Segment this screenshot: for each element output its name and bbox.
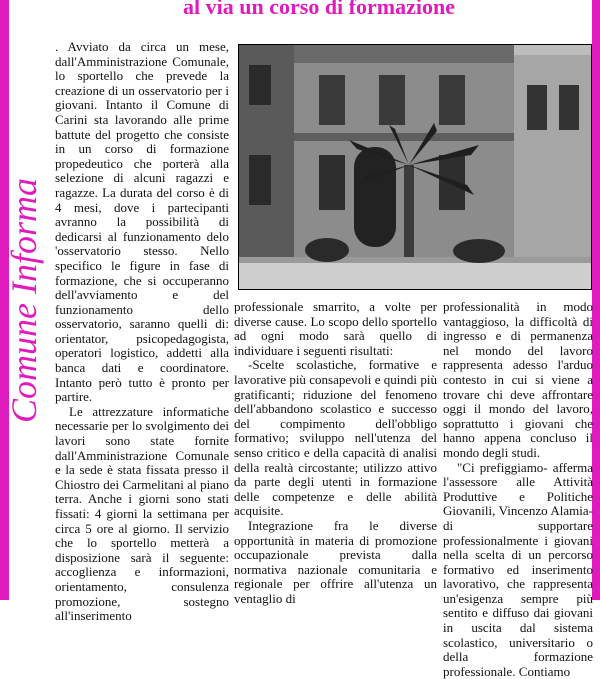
col1-para-2: Le attrezzature informatiche necessarie per lo svolgimento dei lavori sono state fornite dall'Amministrazione Comunale e la sede è stata fissata presso il Chiostro dei Carmelitani al piano terra. Anche i giorni sono stati fissati: 4 giorni la settimana per circa 5 ore al giorno. Il servizio che lo sportello metterà a disposizione sarà il seguente: accoglienza e informazioni, orientamento, consulenza promozione, sostegno all'inserimento — [55, 403, 229, 624]
article-column-1 — [55, 40, 229, 624]
headline: al via un corso di formazione — [183, 0, 455, 19]
col1-para-1: . Avviato da circa un mese, dall'Amministrazione Comunale, lo sportello che prevede la creazione di un osservatorio per i giovani. Intanto il Comune di Carini sta lavorando alle prime battute del progetto che consiste in un corso di formazione propedeutico che porterà alla selezione di alcuni ragazzi e ragazze. La durata del corso è di 4 mesi, dove i partecipanti avranno la possibilità di dedicarsi al funzionamento delo 'osservatorio stesso. Nello specifico le figure in fase di formazione, che si occuperanno dell'avviamento e del funzionamento dello osservatorio, saranno quelli di: orientator, psicopedagogista, operatori logistico, addetti alla banca dati e coordinatore. Intanto però tutto è pronto per partire. — [55, 39, 229, 405]
col2-para-2: -Scelte scolastiche, formative e lavorative più consapevoli e quindi più gratificanti; riduzione del fenomeno dell'abbandono scolastico e successo del compimento dell'obbligo formativo; sviluppo nell'utenza del senso critico e della capacità di analisi della realtà circostante; utilizzo attivo da parte degli utenti in formazione delle competenze e delle abilità acquisite. — [234, 357, 437, 519]
col3-para-1: professionalità in modo vantaggioso, la difficoltà di ingresso e di permanenza nel mondo del lavoro rappresenta adesso l'arduo contesto in cui si viene a trovare chi deve affrontare oggi il mondo del lavoro, soprattutto i giovani che hanno appena concluso il mondo degli studi. — [443, 299, 593, 460]
article-column-2 — [234, 300, 437, 606]
col2-para-3: Integrazione fra le diverse opportunità in materia di promozione occupazionale prevista dalla normativa nazionale comunitaria e regionale per offrire all'utenza un ventaglio di — [234, 517, 437, 606]
section-label: Comune Informa — [4, 178, 44, 423]
article-photo — [238, 44, 592, 290]
col3-para-2: "Ci prefiggiamo- afferma l'assessore alle Attività Produttive e Politiche Giovanili, Vincenzo Alamia- di supportare professionalmente i giovani nella scelta di un percorso formativo ed inserimento lavorativo, che rappresenta un'esigenza sempre più sentito e diffuso dai giovani in uscita dal sistema scolastico, universitario o della formazione professionale. Contiamo — [443, 459, 593, 679]
col2-para-1: professionale smarrito, a volte per diverse cause. Lo scopo dello sportello ad ogni modo sarà quello di individuare i seguenti risultati: — [234, 299, 437, 358]
article-column-3 — [443, 300, 593, 679]
palazzo-photo-illustration — [239, 45, 591, 289]
accent-bar-right — [592, 0, 600, 600]
